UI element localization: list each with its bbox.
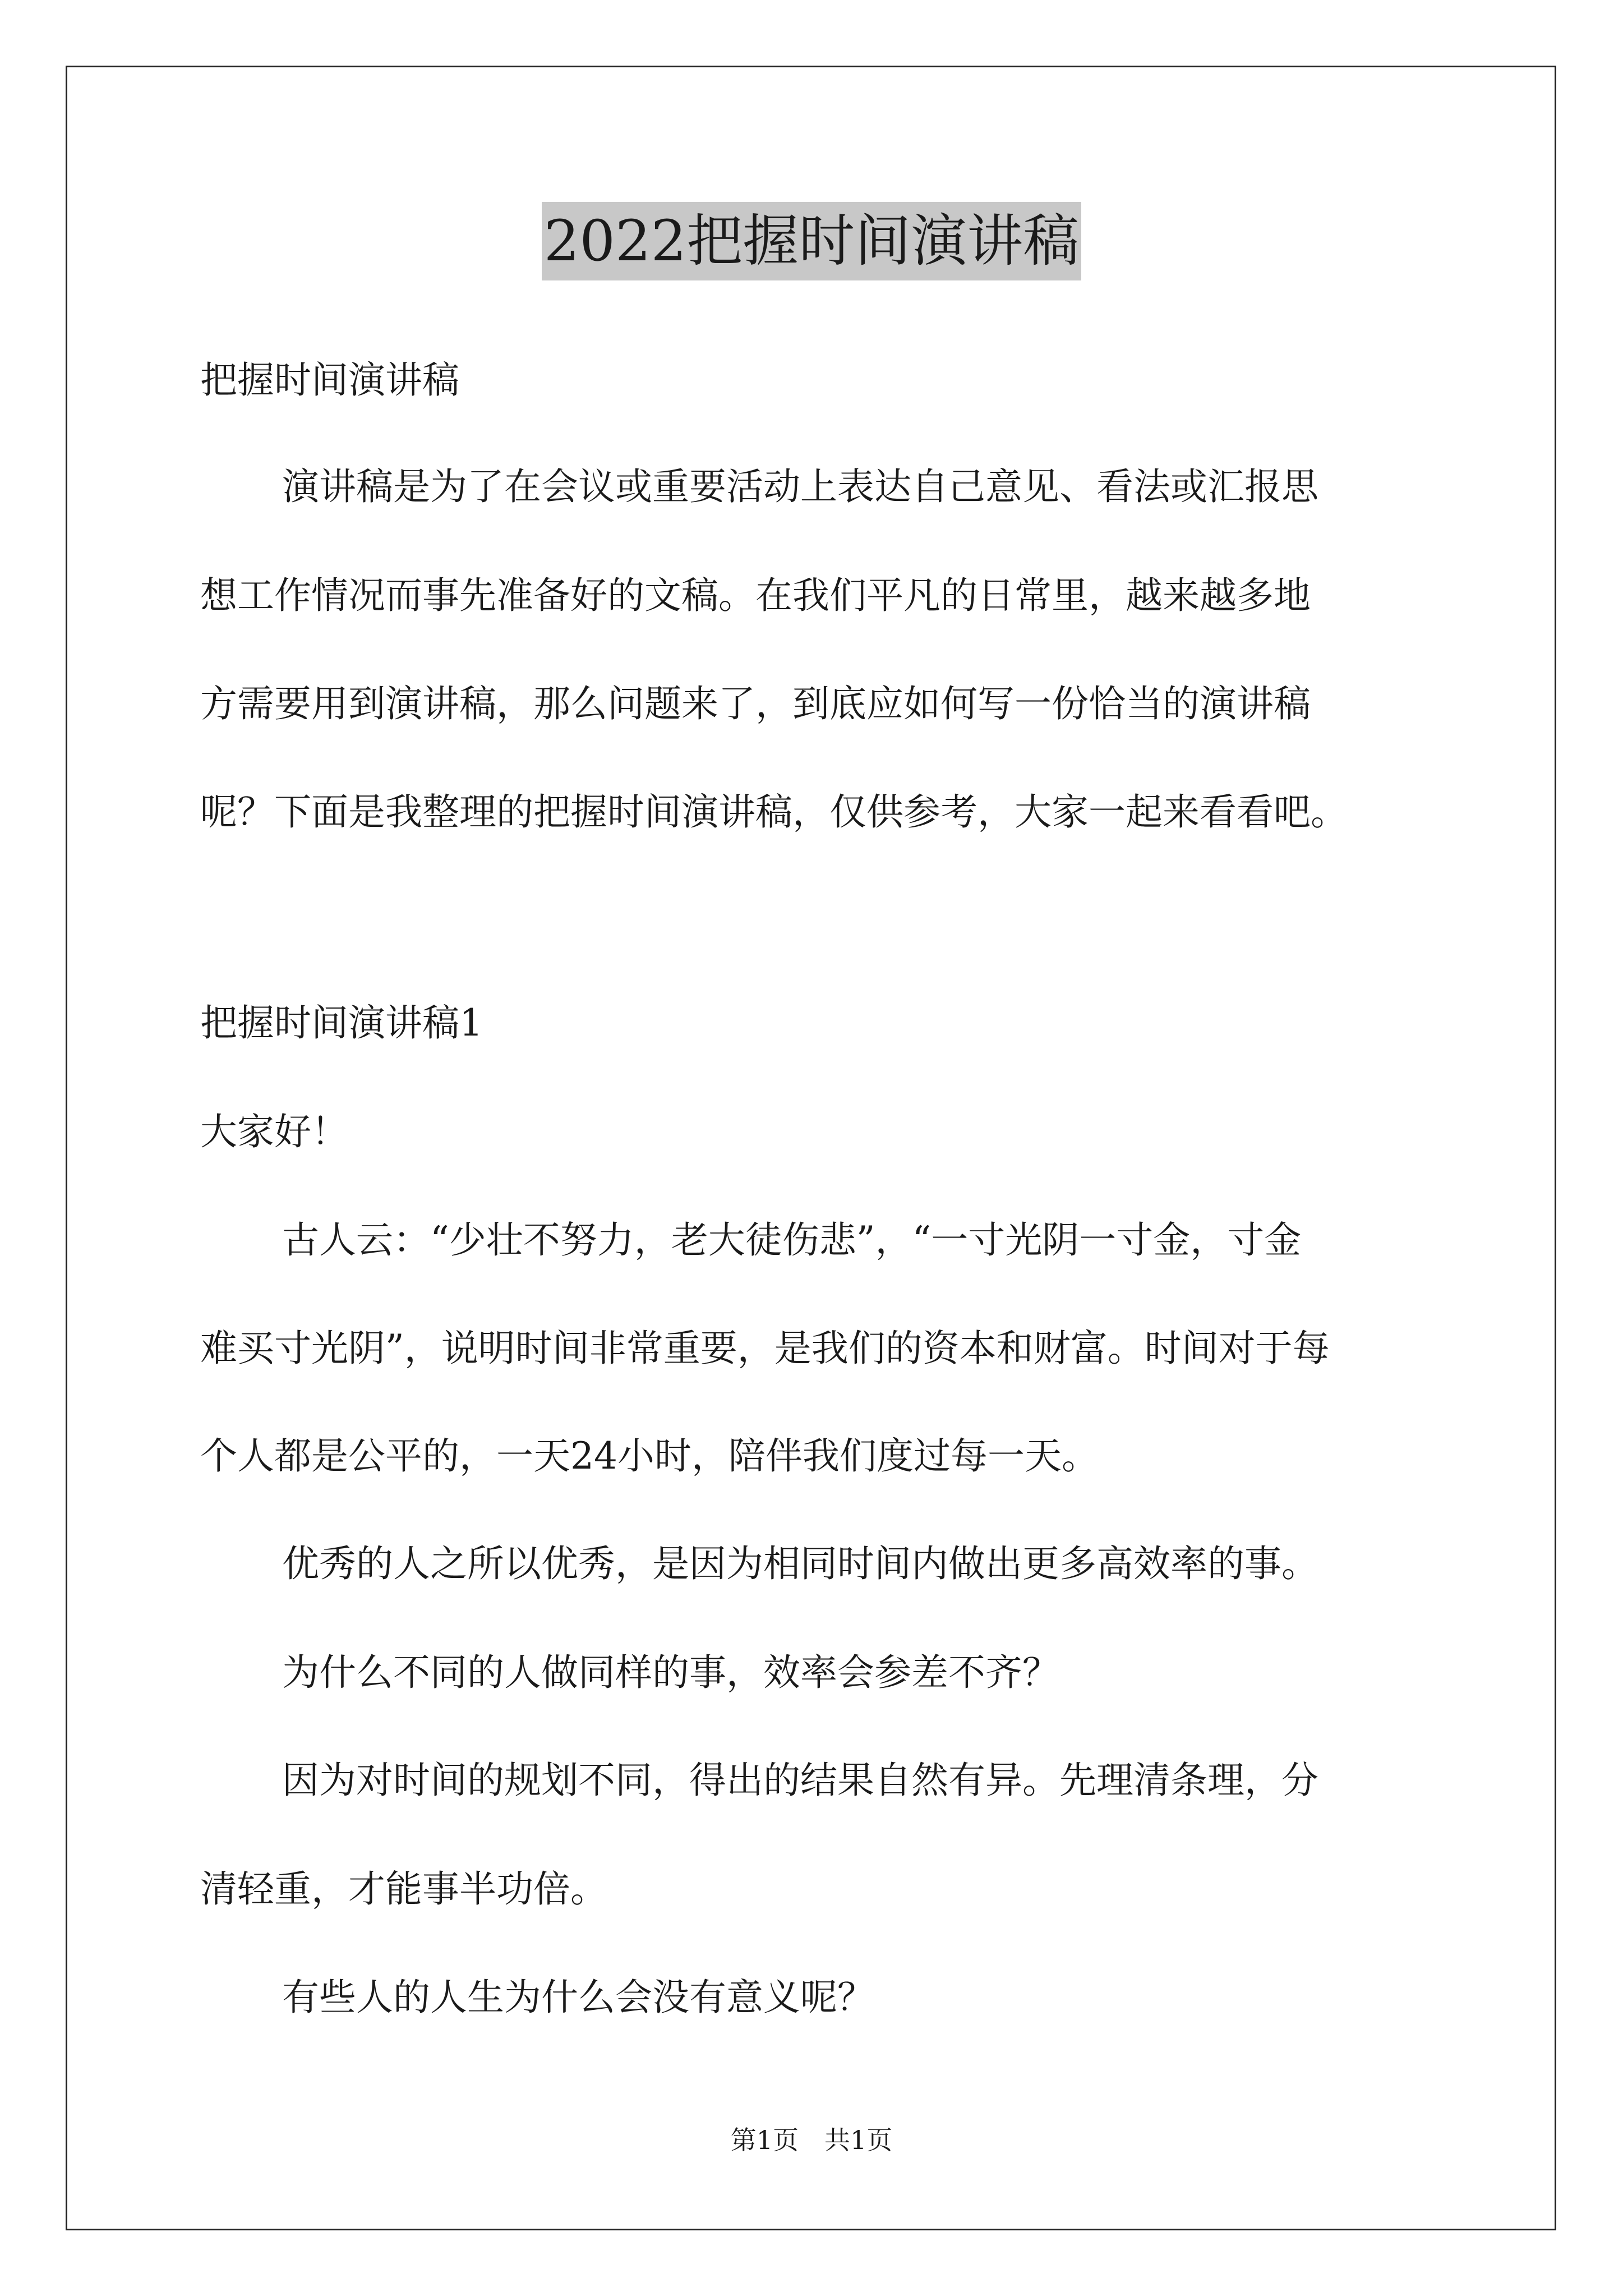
body-line: 为什么不同的人做同样的事，效率会参差不齐？ [282,1651,1059,1694]
document-title [0,202,1623,280]
body-line: 优秀的人之所以优秀，是因为相同时间内做出更多高效率的事。 [282,1542,1318,1585]
body-line: 清轻重，才能事半功倍。 [200,1867,607,1911]
greeting: 大家好！ [200,1110,348,1153]
section-heading: 把握时间演讲稿1 [200,1001,483,1045]
body-line: 个人都是公平的，一天24小时，陪伴我们度过每一天。 [200,1434,1099,1478]
document-title-text: 2022把握时间演讲稿 [542,202,1082,280]
intro-line: 方需要用到演讲稿，那么问题来了，到底应如何写一份恰当的演讲稿 [200,682,1311,725]
body-line: 有些人的人生为什么会没有意义呢？ [282,1976,874,2019]
intro-line: 演讲稿是为了在会议或重要活动上表达自己意见、看法或汇报思 [282,465,1318,508]
page-footer: 第1页 共1页 [730,2125,893,2155]
subtitle: 把握时间演讲稿 [200,358,459,402]
body-line: 因为对时间的规划不同，得出的结果自然有异。先理清条理，分 [282,1759,1318,1802]
intro-line: 想工作情况而事先准备好的文稿。在我们平凡的日常里，越来越多地 [200,574,1311,617]
body-line: 古人云：“少壮不努力，老大徒伤悲”，“一寸光阴一寸金，寸金 [282,1218,1302,1262]
body-line: 难买寸光阴”，说明时间非常重要，是我们的资本和财富。时间对于每 [200,1327,1330,1370]
intro-line: 呢？下面是我整理的把握时间演讲稿，仅供参考，大家一起来看看吧。 [200,790,1348,834]
